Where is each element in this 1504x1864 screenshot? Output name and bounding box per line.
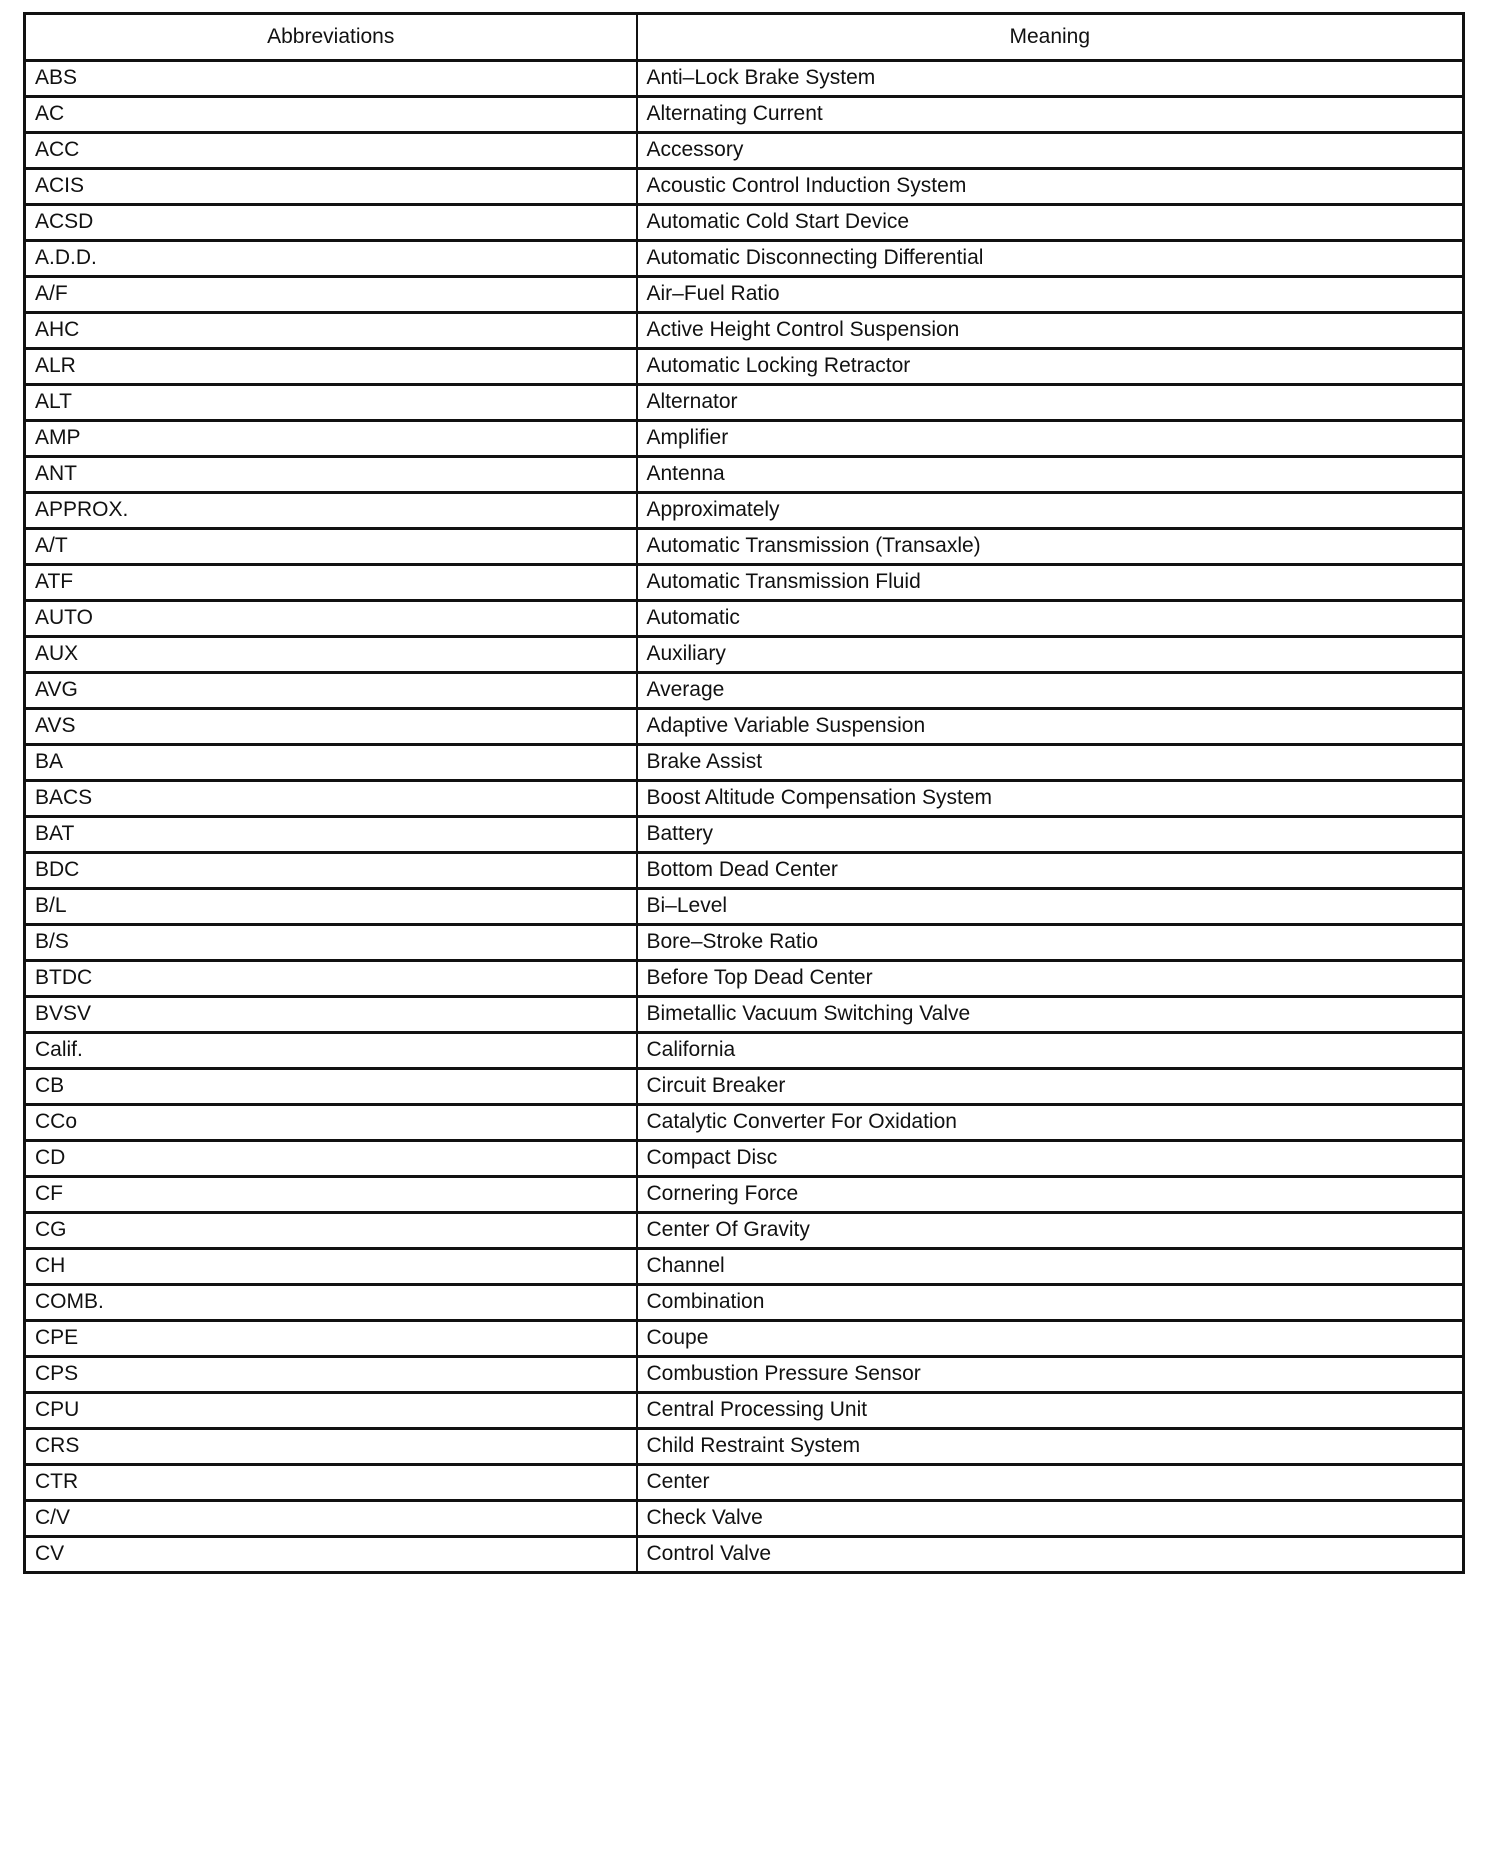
table-row	[25, 1357, 1464, 1393]
meaning-cell: Combination	[637, 1285, 1464, 1321]
meaning-cell: Accessory	[637, 133, 1464, 169]
table-row	[25, 601, 1464, 637]
meaning-cell: Approximately	[637, 493, 1464, 529]
meaning-cell: Auxiliary	[637, 637, 1464, 673]
table-header-row	[25, 14, 1464, 61]
abbreviation-cell: APPROX.	[25, 493, 637, 529]
table-body	[25, 61, 1464, 1573]
table-row	[25, 1393, 1464, 1429]
abbreviation-cell: CB	[25, 1069, 637, 1105]
abbreviation-cell: BA	[25, 745, 637, 781]
abbreviation-cell: B/S	[25, 925, 637, 961]
abbreviation-cell: A/T	[25, 529, 637, 565]
abbreviation-cell: CPS	[25, 1357, 637, 1393]
table-row	[25, 745, 1464, 781]
table-row	[25, 241, 1464, 277]
table-row	[25, 1249, 1464, 1285]
abbreviation-cell: CTR	[25, 1465, 637, 1501]
meaning-cell: Control Valve	[637, 1537, 1464, 1573]
table-row	[25, 565, 1464, 601]
abbreviation-cell: C/V	[25, 1501, 637, 1537]
table-row	[25, 61, 1464, 97]
meaning-cell: Anti–Lock Brake System	[637, 61, 1464, 97]
abbreviation-cell: ACSD	[25, 205, 637, 241]
meaning-cell: Automatic	[637, 601, 1464, 637]
abbreviation-cell: CH	[25, 1249, 637, 1285]
table-row	[25, 1501, 1464, 1537]
abbreviation-cell: BAT	[25, 817, 637, 853]
meaning-cell: Battery	[637, 817, 1464, 853]
meaning-cell: Automatic Transmission (Transaxle)	[637, 529, 1464, 565]
abbreviation-cell: CRS	[25, 1429, 637, 1465]
abbreviation-cell: BDC	[25, 853, 637, 889]
table-row	[25, 385, 1464, 421]
meaning-cell: Catalytic Converter For Oxidation	[637, 1105, 1464, 1141]
meaning-cell: Channel	[637, 1249, 1464, 1285]
meaning-cell: Alternator	[637, 385, 1464, 421]
abbreviation-cell: CCo	[25, 1105, 637, 1141]
table-row	[25, 349, 1464, 385]
abbreviation-cell: ALR	[25, 349, 637, 385]
table-row	[25, 133, 1464, 169]
table-row	[25, 889, 1464, 925]
table-row	[25, 1285, 1464, 1321]
table-row	[25, 817, 1464, 853]
abbreviation-cell: AVS	[25, 709, 637, 745]
abbreviation-cell: CF	[25, 1177, 637, 1213]
meaning-cell: Bi–Level	[637, 889, 1464, 925]
table-row	[25, 493, 1464, 529]
meaning-cell: Adaptive Variable Suspension	[637, 709, 1464, 745]
abbreviation-cell: AVG	[25, 673, 637, 709]
table-row	[25, 1177, 1464, 1213]
header-abbreviations: Abbreviations	[25, 14, 637, 61]
table-row	[25, 1537, 1464, 1573]
meaning-cell: Before Top Dead Center	[637, 961, 1464, 997]
meaning-cell: Bimetallic Vacuum Switching Valve	[637, 997, 1464, 1033]
meaning-cell: Amplifier	[637, 421, 1464, 457]
abbreviation-cell: BACS	[25, 781, 637, 817]
abbreviation-cell: CD	[25, 1141, 637, 1177]
meaning-cell: Automatic Disconnecting Differential	[637, 241, 1464, 277]
table-row	[25, 313, 1464, 349]
abbreviation-cell: A/F	[25, 277, 637, 313]
meaning-cell: Check Valve	[637, 1501, 1464, 1537]
meaning-cell: Cornering Force	[637, 1177, 1464, 1213]
abbreviation-cell: B/L	[25, 889, 637, 925]
meaning-cell: Automatic Transmission Fluid	[637, 565, 1464, 601]
table-row	[25, 1141, 1464, 1177]
abbreviation-cell: AHC	[25, 313, 637, 349]
meaning-cell: Bore–Stroke Ratio	[637, 925, 1464, 961]
abbreviation-cell: AMP	[25, 421, 637, 457]
abbreviation-cell: BVSV	[25, 997, 637, 1033]
abbreviation-cell: CV	[25, 1537, 637, 1573]
abbreviation-cell: AUX	[25, 637, 637, 673]
meaning-cell: Bottom Dead Center	[637, 853, 1464, 889]
abbreviation-cell: BTDC	[25, 961, 637, 997]
meaning-cell: Compact Disc	[637, 1141, 1464, 1177]
meaning-cell: Center	[637, 1465, 1464, 1501]
abbreviation-cell: ACIS	[25, 169, 637, 205]
table-row	[25, 781, 1464, 817]
abbreviation-cell: AUTO	[25, 601, 637, 637]
table-row	[25, 853, 1464, 889]
meaning-cell: Acoustic Control Induction System	[637, 169, 1464, 205]
header-meaning: Meaning	[637, 14, 1464, 61]
abbreviation-cell: CG	[25, 1213, 637, 1249]
meaning-cell: Average	[637, 673, 1464, 709]
table-row	[25, 1429, 1464, 1465]
meaning-cell: Alternating Current	[637, 97, 1464, 133]
abbreviation-cell: CPU	[25, 1393, 637, 1429]
table-row	[25, 457, 1464, 493]
abbreviation-cell: ANT	[25, 457, 637, 493]
meaning-cell: Circuit Breaker	[637, 1069, 1464, 1105]
table-row	[25, 925, 1464, 961]
abbreviation-cell: AC	[25, 97, 637, 133]
table-row	[25, 97, 1464, 133]
table-row	[25, 1465, 1464, 1501]
table-row	[25, 529, 1464, 565]
meaning-cell: Automatic Cold Start Device	[637, 205, 1464, 241]
table-row	[25, 169, 1464, 205]
abbreviation-cell: ACC	[25, 133, 637, 169]
table-row	[25, 1213, 1464, 1249]
table-row	[25, 673, 1464, 709]
abbreviation-cell: ABS	[25, 61, 637, 97]
abbreviation-cell: COMB.	[25, 1285, 637, 1321]
meaning-cell: Antenna	[637, 457, 1464, 493]
abbreviation-cell: ATF	[25, 565, 637, 601]
meaning-cell: Automatic Locking Retractor	[637, 349, 1464, 385]
meaning-cell: Brake Assist	[637, 745, 1464, 781]
table-row	[25, 997, 1464, 1033]
table-row	[25, 1069, 1464, 1105]
table-row	[25, 1105, 1464, 1141]
table-row	[25, 1321, 1464, 1357]
table-row	[25, 637, 1464, 673]
abbreviation-cell: ALT	[25, 385, 637, 421]
meaning-cell: Coupe	[637, 1321, 1464, 1357]
meaning-cell: Child Restraint System	[637, 1429, 1464, 1465]
table-row	[25, 1033, 1464, 1069]
table-row	[25, 709, 1464, 745]
meaning-cell: Air–Fuel Ratio	[637, 277, 1464, 313]
meaning-cell: Combustion Pressure Sensor	[637, 1357, 1464, 1393]
abbreviation-cell: CPE	[25, 1321, 637, 1357]
meaning-cell: Active Height Control Suspension	[637, 313, 1464, 349]
table-row	[25, 421, 1464, 457]
abbreviation-cell: Calif.	[25, 1033, 637, 1069]
meaning-cell: Center Of Gravity	[637, 1213, 1464, 1249]
abbreviation-cell: A.D.D.	[25, 241, 637, 277]
table-row	[25, 205, 1464, 241]
table-row	[25, 277, 1464, 313]
table-row	[25, 961, 1464, 997]
abbreviations-table	[23, 12, 1465, 1574]
meaning-cell: California	[637, 1033, 1464, 1069]
meaning-cell: Boost Altitude Compensation System	[637, 781, 1464, 817]
meaning-cell: Central Processing Unit	[637, 1393, 1464, 1429]
